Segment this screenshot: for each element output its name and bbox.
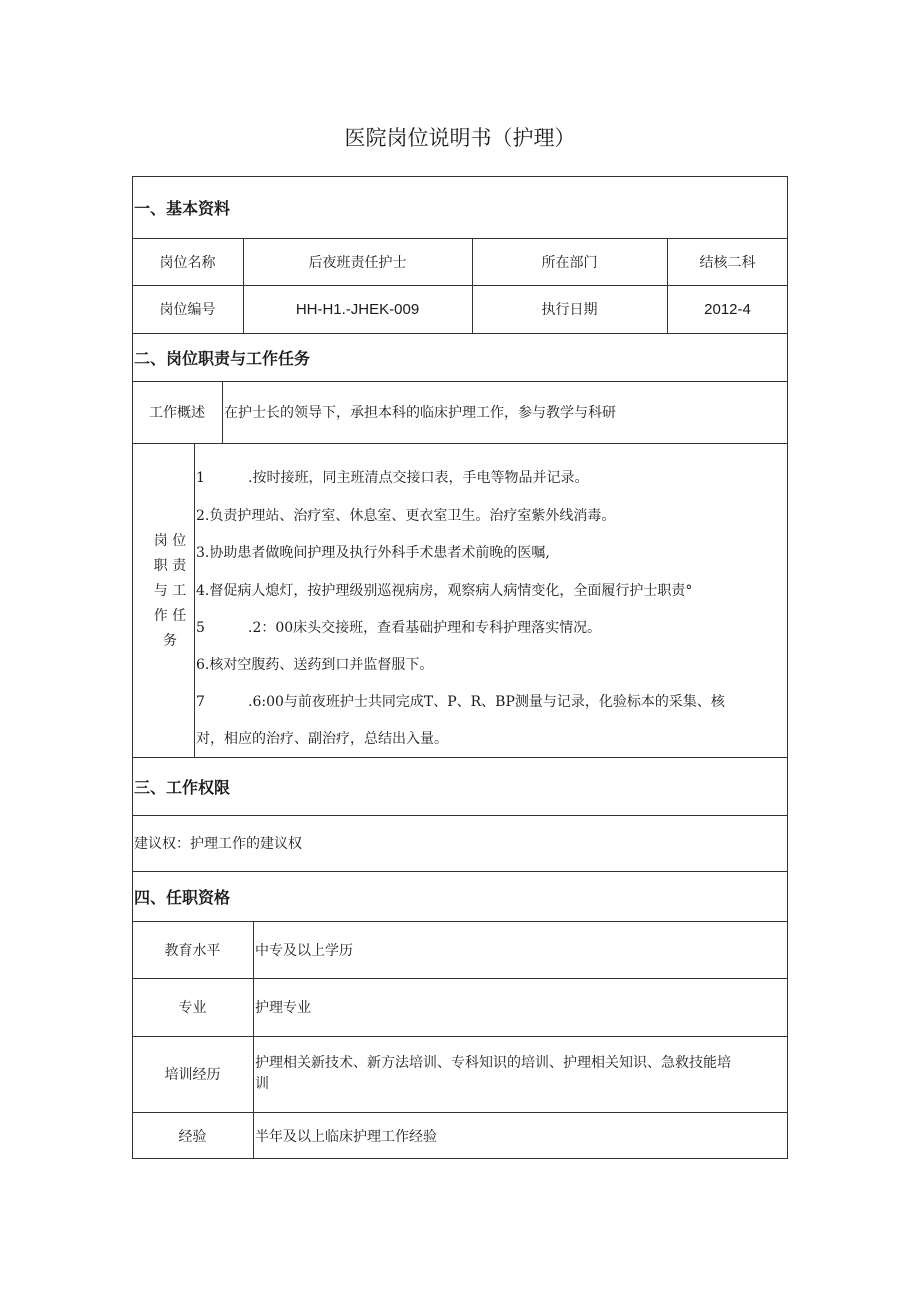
post-name-label: 岗位名称 (159, 254, 216, 271)
effective-date-value: 2012-4 (704, 300, 751, 318)
major-value: 护理专业 (255, 1000, 311, 1016)
authority-text: 建议权：护理工作的建议权 (134, 836, 302, 852)
department-label: 所在部门 (541, 254, 598, 271)
duty-item-2: 2.负责护理站、治疗室、休息室、更衣室卫生。治疗室紫外线消毒。 (196, 508, 616, 524)
experience-value: 半年及以上临床护理工作经验 (255, 1128, 437, 1145)
duty-item-1: 1 .按时接班，同主班清点交接口表，手电等物品并记录。 (196, 470, 589, 486)
post-name-value: 后夜班责任护士 (308, 254, 407, 271)
duty-item-7-continuation: 对，相应的治疗、副治疗，总结出入量。 (196, 731, 448, 747)
duty-item-3: 3.协助患者做晚间护理及执行外科手术患者术前晚的医嘱, (196, 545, 550, 561)
section-duties-heading: 二、岗位职责与工作任务 (132, 333, 788, 381)
major-label: 专业 (178, 1000, 207, 1016)
section-basic-heading: 一、基本资料 (134, 198, 231, 218)
overview-text: 在护士长的领导下，承担本科的临床护理工作，参与教学与科研 (224, 405, 616, 421)
training-label: 培训经历 (164, 1067, 221, 1083)
duty-item-5: 5 .2：00床头交接班，查看基础护理和专科护理落实情况。 (196, 620, 602, 636)
duty-item-7: 7 .6:00与前夜班护士共同完成T、P、R、BP测量与记录，化验标本的采集、核 (196, 694, 725, 710)
page-title: 医院岗位说明书（护理） (344, 126, 576, 150)
effective-date-label: 执行日期 (541, 302, 598, 318)
post-code-label: 岗位编号 (159, 302, 216, 318)
training-value: 护理相关新技术、新方法培训、专科知识的培训、护理相关知识、急救技能培 训 (255, 1055, 731, 1092)
overview-label: 工作概述 (149, 405, 205, 421)
section-authority-heading: 三、工作权限 (132, 757, 788, 815)
duty-item-4: 4.督促病人熄灯，按护理级别巡视病房，观察病人病情变化，全面履行护士职责° (196, 583, 693, 599)
education-label: 教育水平 (164, 942, 221, 959)
duty-item-6: 6.核对空腹药、送药到口并监督服下。 (196, 657, 434, 673)
duties-label: 岗 位 职 责 与 工 作 任 务 (153, 533, 187, 649)
experience-label: 经验 (178, 1128, 207, 1145)
section-qualification-heading: 四、任职资格 (132, 871, 788, 921)
department-value: 结核二科 (699, 254, 756, 271)
post-code-value: HH-H1.-JHEK-009 (295, 300, 420, 318)
education-value: 中专及以上学历 (255, 942, 353, 959)
